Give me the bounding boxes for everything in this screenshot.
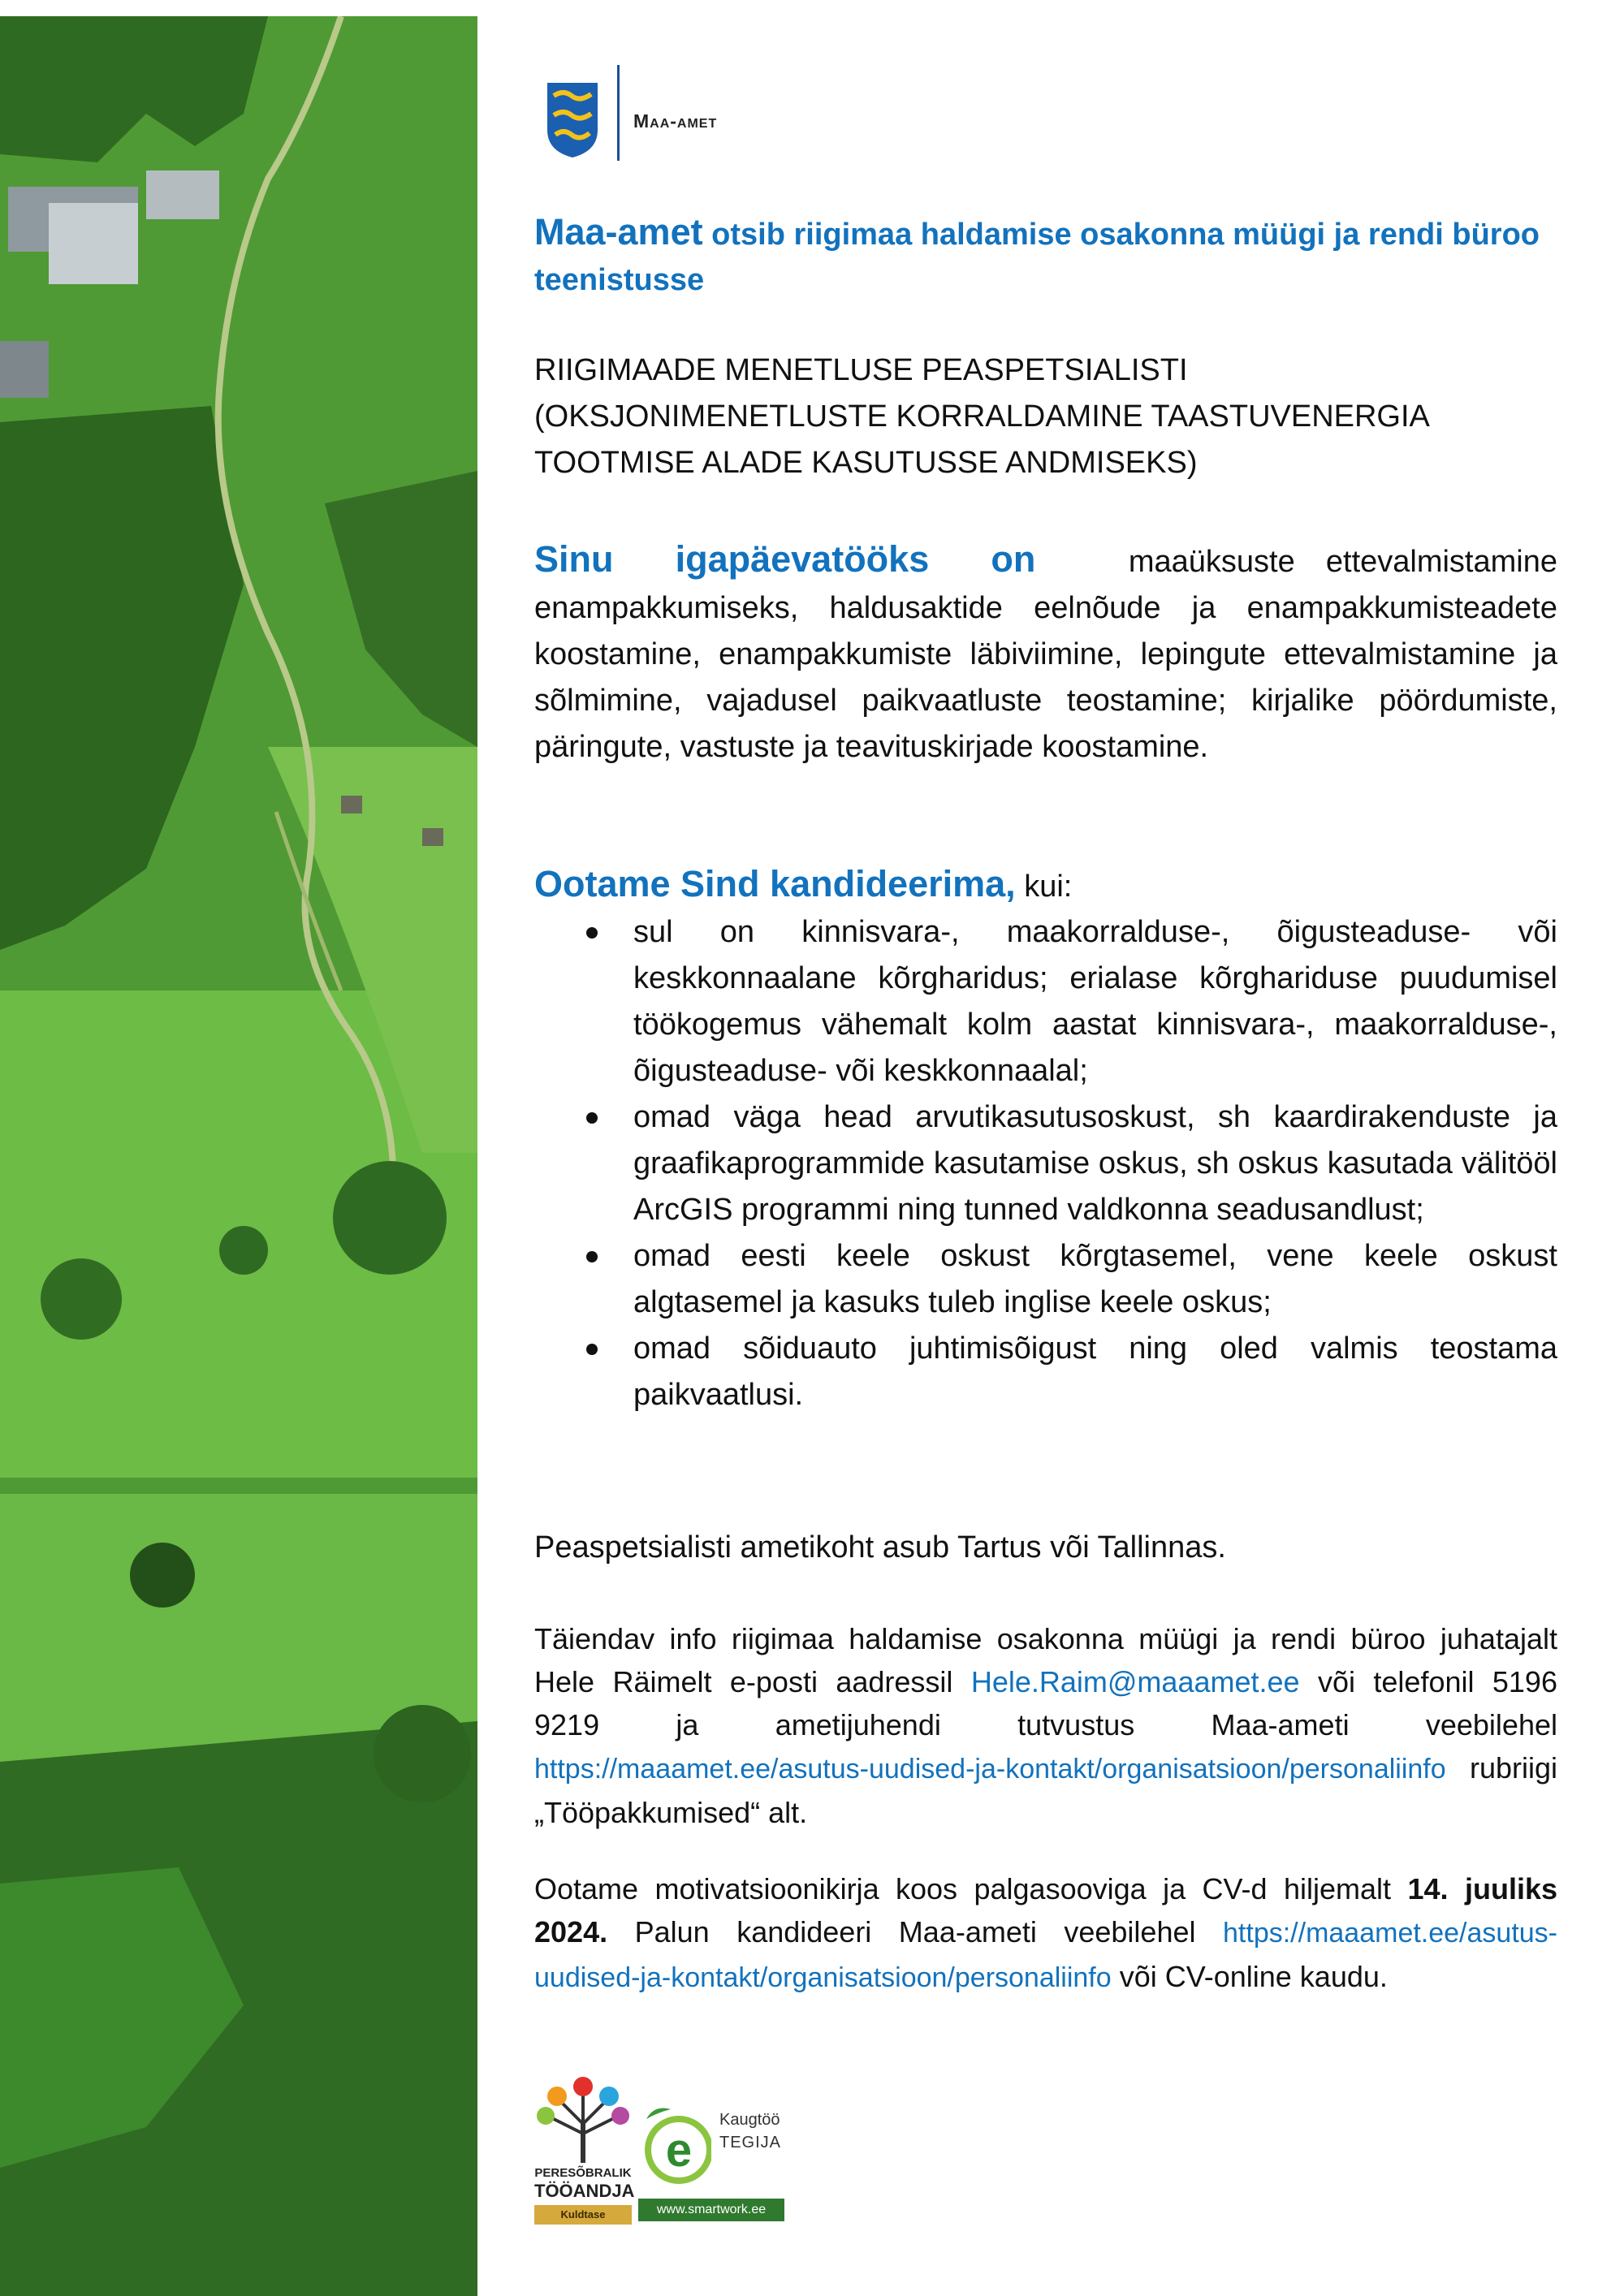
requirements-lead-suffix: kui: xyxy=(1024,870,1073,904)
position-title-line-3: TOOTMISE ALADE KASUTUSSE ANDMISEKS) xyxy=(534,446,1198,480)
svg-text:e: e xyxy=(665,2124,693,2177)
remote-badge-site[interactable]: www.smartwork.ee xyxy=(638,2199,784,2221)
info-url-link[interactable]: https://maaamet.ee/asutus-uudised-ja-kontakt/organisatsioon/personaliinfo xyxy=(534,1754,1446,1785)
requirements-heading xyxy=(534,861,1557,910)
e-leaf-icon xyxy=(638,2103,711,2184)
position-title-line-2: (OKSJONIMENETLUSTE KORRALDAMINE TAASTUVENERGIA xyxy=(534,399,1430,434)
apply-text-3: või CV-online kaudu. xyxy=(1119,1960,1388,1993)
employer-badge-level: Kuldtase xyxy=(534,2205,632,2225)
coat-of-arms-icon xyxy=(544,81,601,159)
requirements-list xyxy=(534,909,1557,1418)
position-title-line-1: RIIGIMAADE MENETLUSE PEASPETSIALISTI xyxy=(534,353,1188,387)
family-friendly-employer-badge xyxy=(534,2075,635,2226)
aerial-landscape-illustration xyxy=(0,16,477,2296)
contact-email-link[interactable]: Hele.Raim@maaamet.ee xyxy=(970,1665,1300,1698)
apply-url-link[interactable]: https://maaamet.ee/asutus-uudised-ja-kontakt/organisatsioon/personaliinfo xyxy=(534,1918,1557,1993)
headline-org: Maa-amet xyxy=(534,211,703,252)
employer-badge-line-1: PERESÕBRALIK xyxy=(534,2166,632,2180)
headline-rest: otsib riigimaa haldamise osakonna müügi ja rendi büroo teenistusse xyxy=(534,218,1540,297)
maa-amet-logo xyxy=(534,65,762,162)
remote-badge-line-1: Kaugtöö xyxy=(719,2111,780,2129)
location-text: Peaspetsialisti ametikoht asub Tartus või Tallinnas. xyxy=(534,1530,1226,1564)
apply-text-2: Palun kandideeri Maa-ameti veebilehel xyxy=(634,1915,1196,1949)
duties-text: maaüksuste ettevalmistamine enampakkumiseks, haldusaktide eelnõude ja enampakkumisteadete koostamine, enampakkumiste läbiviimine, lepingute ettevalmistamine ja sõlmimine, vajadusel paikvaatluste teostamine; kirjalike pöördumiste, päringute, vastuste ja teavituskirjade koostamine. xyxy=(534,545,1557,764)
aerial-photo xyxy=(0,16,477,2296)
apply-deadline: 14. juuliks 2024. xyxy=(534,1872,1557,1949)
logo-wordmark: Maa-amet xyxy=(633,110,718,132)
list-item: omad väga head arvutikasutusoskust, sh kaardirakenduste ja graafikaprogrammide kasutamise oskus, sh oskus kasutada välitööl ArcGIS programmi ning tunned valdkonna seadusandlust; xyxy=(534,1094,1557,1233)
requirements-lead: Ootame Sind kandideerima, xyxy=(534,863,1016,904)
position-title xyxy=(534,347,1557,486)
people-tree-icon xyxy=(534,2075,632,2164)
info-text-2: või telefonil 5196 9219 ja ametijuhendi tutvustus Maa-ameti veebilehel xyxy=(534,1665,1557,1741)
list-item: sul on kinnisvara-, maakorralduse-, õigusteaduse- või keskkonnaalane kõrgharidus; erialase kõrghariduse puudumisel töökogemus vähemalt kolm aastat kinnisvara-, maakorralduse-, õigusteaduse- või keskkonnaalal; xyxy=(534,909,1557,1094)
remote-work-badge xyxy=(638,2103,801,2225)
list-item: omad sõiduauto juhtimisõigust ning oled valmis teostama paikvaatlusi. xyxy=(534,1326,1557,1418)
headline xyxy=(534,209,1557,303)
duties-lead: Sinu igapäevatööks on xyxy=(534,538,1036,580)
duties-paragraph xyxy=(534,536,1557,770)
apply-text-1: Ootame motivatsioonikirja koos palgasooviga ja CV-d hiljemalt xyxy=(534,1872,1392,1905)
employer-badge-line-2: TÖÖANDJA xyxy=(534,2181,635,2201)
remote-badge-line-2: TEGIJA xyxy=(719,2134,782,2151)
info-text-1: Täiendav info riigimaa haldamise osakonna müügi ja rendi büroo juhatajalt Hele Räimelt e-posti aadressil xyxy=(534,1622,1557,1698)
logo-separator xyxy=(617,65,620,161)
content-column xyxy=(534,0,1557,2296)
apply-paragraph xyxy=(534,1867,1557,2000)
info-text-3: rubriigi „Tööpakkumised“ alt. xyxy=(534,1751,1557,1829)
list-item: omad eesti keele oskust kõrgtasemel, vene keele oskust algtasemel ja kasuks tuleb inglise keele oskus; xyxy=(534,1233,1557,1326)
info-paragraph xyxy=(534,1617,1557,1834)
